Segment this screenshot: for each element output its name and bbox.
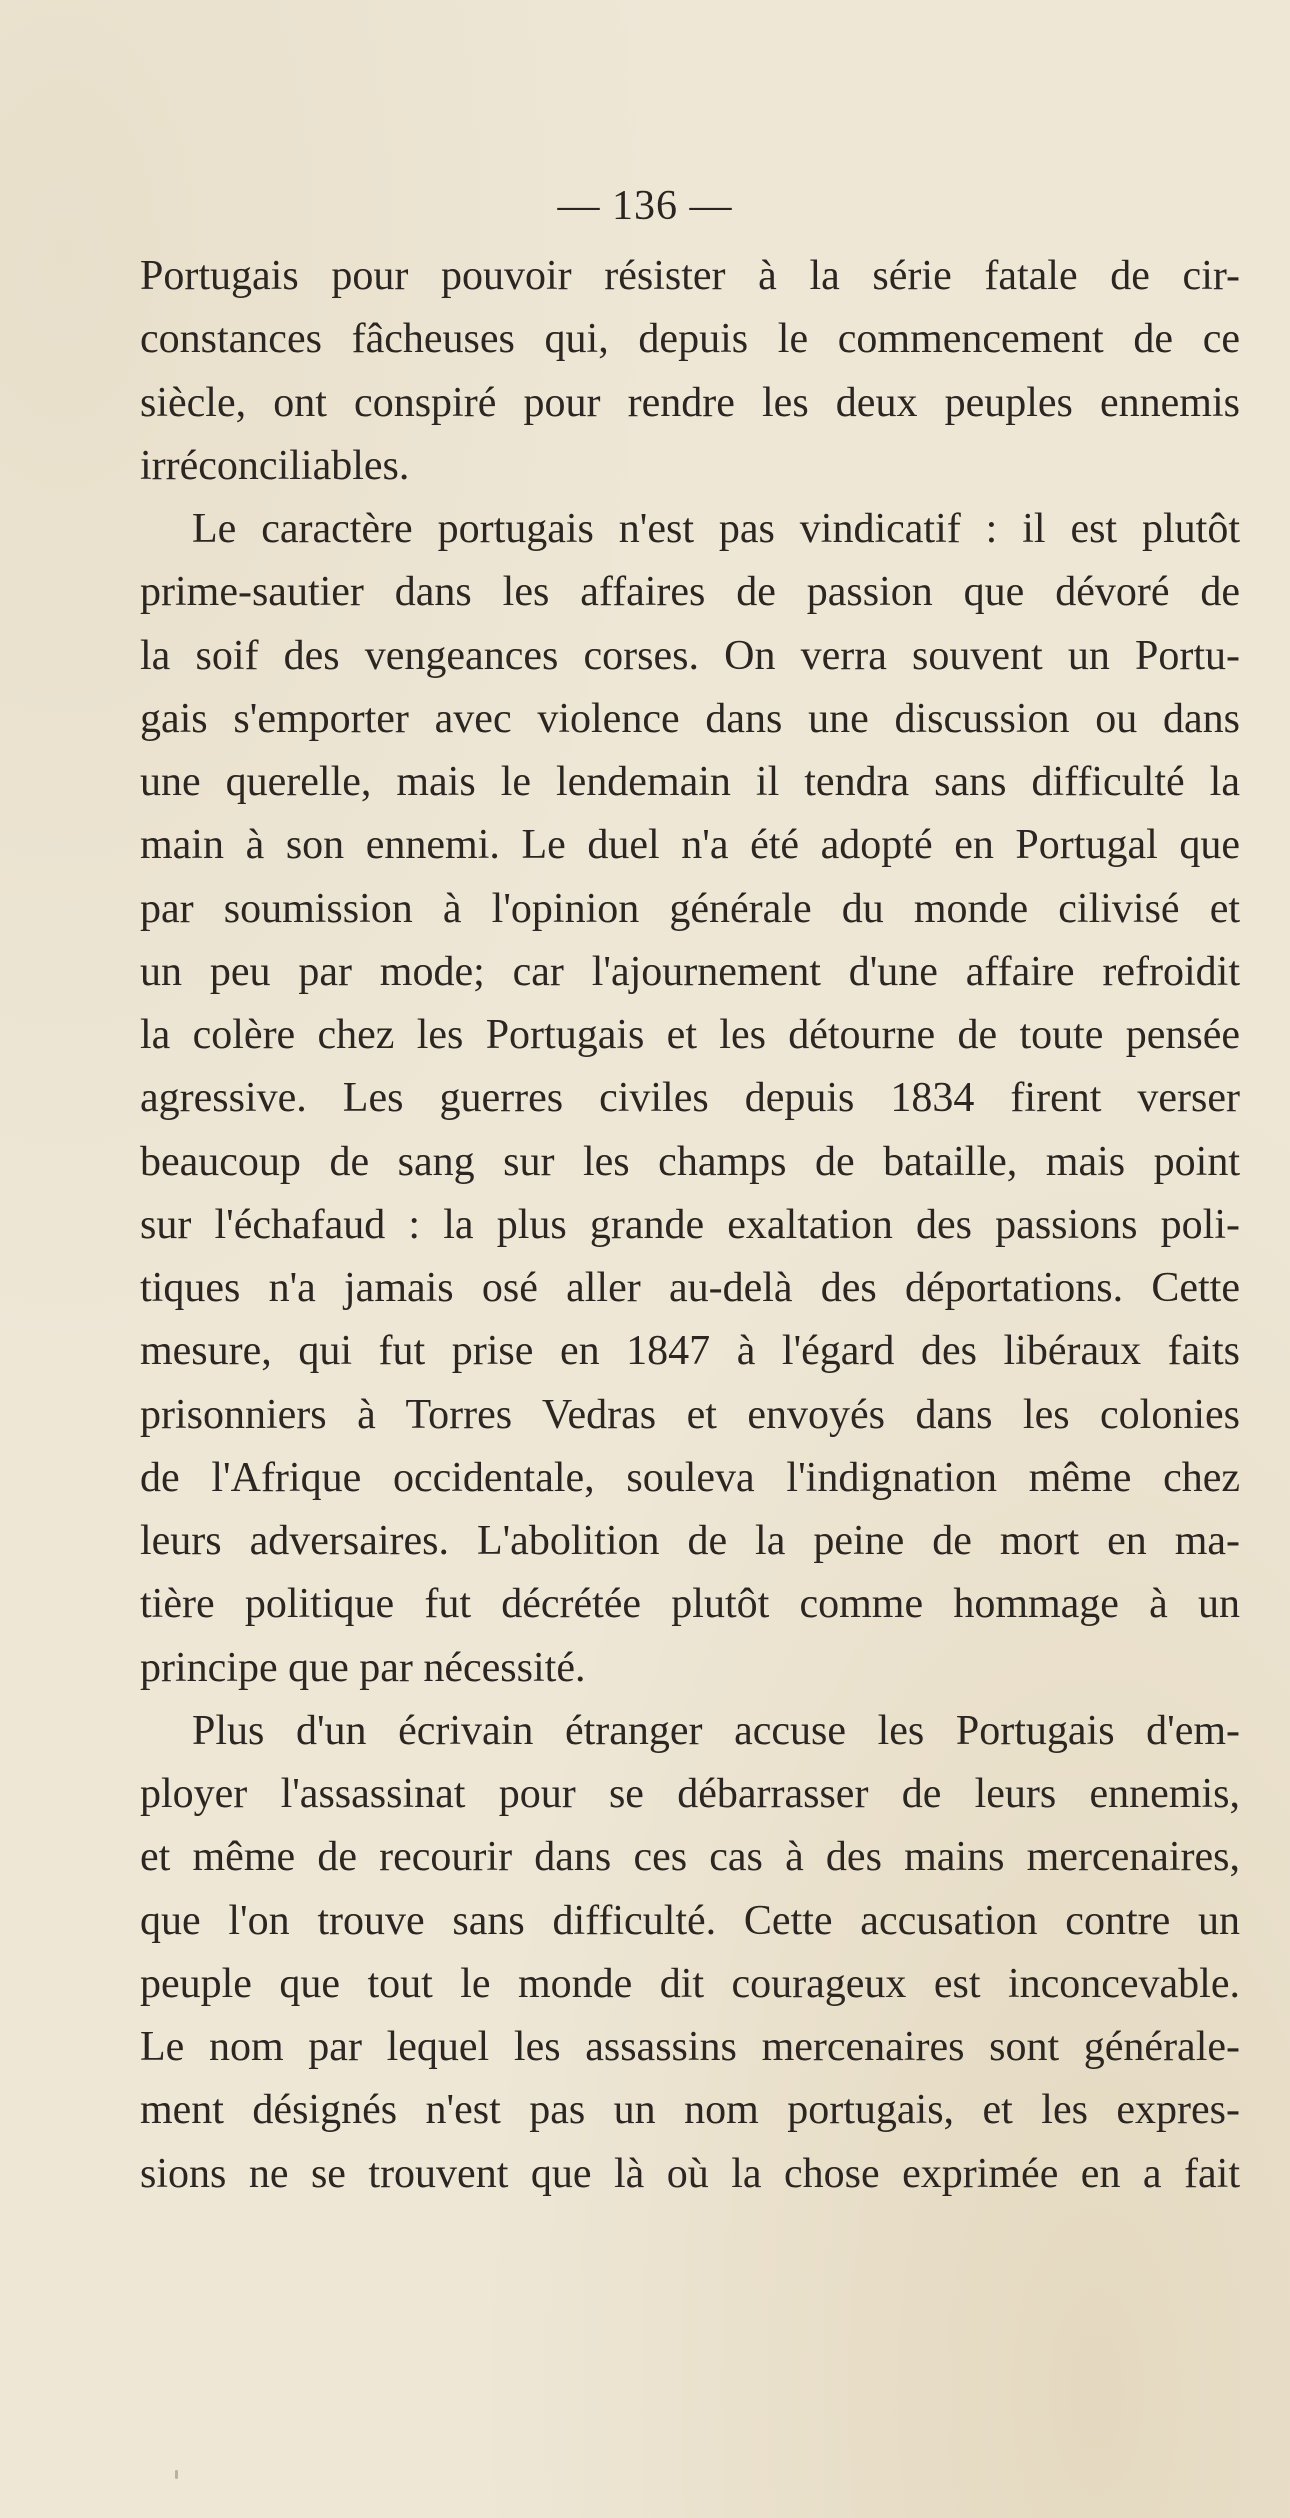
text-line: gais s'emporter avec violence dans une discussion ou dans: [140, 695, 1240, 742]
page-number: — 136 —: [557, 183, 733, 229]
text-line: ment désignés n'est pas un nom portugais, et les expres-: [140, 2087, 1240, 2134]
text-line: agressive. Les guerres civiles depuis 1834 firent verser: [140, 1075, 1240, 1122]
text-line: que l'on trouve sans difficulté. Cette accusation contre un: [140, 1897, 1240, 1944]
text-line: leurs adversaires. L'abolition de la peine de mort en ma-: [140, 1518, 1240, 1564]
text-line: par soumission à l'opinion générale du monde cilivisé et: [140, 885, 1240, 932]
text-line: siècle, ont conspiré pour rendre les deux peuples ennemis: [140, 379, 1240, 426]
text-line: mesure, qui fut prise en 1847 à l'égard des libéraux faits: [140, 1328, 1240, 1375]
text-line: ployer l'assassinat pour se débarrasser de leurs ennemis,: [140, 1771, 1240, 1817]
text-line: la colère chez les Portugais et les détourne de toute pensée: [140, 1012, 1240, 1058]
text-line: principe que par nécessité.: [140, 1644, 586, 1691]
text-line: prisonniers à Torres Vedras et envoyés dans les colonies: [140, 1391, 1240, 1438]
text-line: sur l'échafaud : la plus grande exaltation des passions poli-: [140, 1201, 1240, 1248]
text-line: prime-sautier dans les affaires de passion que dévoré de: [140, 569, 1240, 616]
text-line: et même de recourir dans ces cas à des mains mercenaires,: [140, 1834, 1240, 1881]
text-line: irréconciliables.: [140, 442, 410, 489]
text-line: Plus d'un écrivain étranger accuse les Portugais d'em-: [192, 1707, 1240, 1754]
text-line: beaucoup de sang sur les champs de bataille, mais point: [140, 1138, 1240, 1185]
text-line: Le nom par lequel les assassins mercenaires sont générale-: [140, 2024, 1240, 2070]
text-line: tiques n'a jamais osé aller au-delà des déportations. Cette: [140, 1265, 1240, 1311]
text-line: un peu par mode; car l'ajournement d'une affaire refroidit: [140, 948, 1240, 995]
text-line: de l'Afrique occidentale, souleva l'indignation même chez: [140, 1454, 1240, 1501]
text-line: Portugais pour pouvoir résister à la série fatale de cir-: [140, 253, 1240, 299]
text-line: constances fâcheuses qui, depuis le commencement de ce: [140, 316, 1240, 363]
text-line: Le caractère portugais n'est pas vindicatif : il est plutôt: [192, 506, 1240, 552]
text-line: main à son ennemi. Le duel n'a été adopté en Portugal que: [140, 822, 1240, 869]
body-text: [140, 245, 1240, 2206]
text-line: sions ne se trouvent que là où la chose exprimée en a fait: [140, 2150, 1240, 2197]
text-line: tière politique fut décrétée plutôt comme hommage à un: [140, 1581, 1240, 1628]
text-line: une querelle, mais le lendemain il tendra sans difficulté la: [140, 759, 1240, 805]
text-line: la soif des vengeances corses. On verra souvent un Portu-: [140, 632, 1240, 679]
text-line: peuple que tout le monde dit courageux est inconcevable.: [140, 1960, 1240, 2007]
paper-speck: [175, 2470, 178, 2479]
